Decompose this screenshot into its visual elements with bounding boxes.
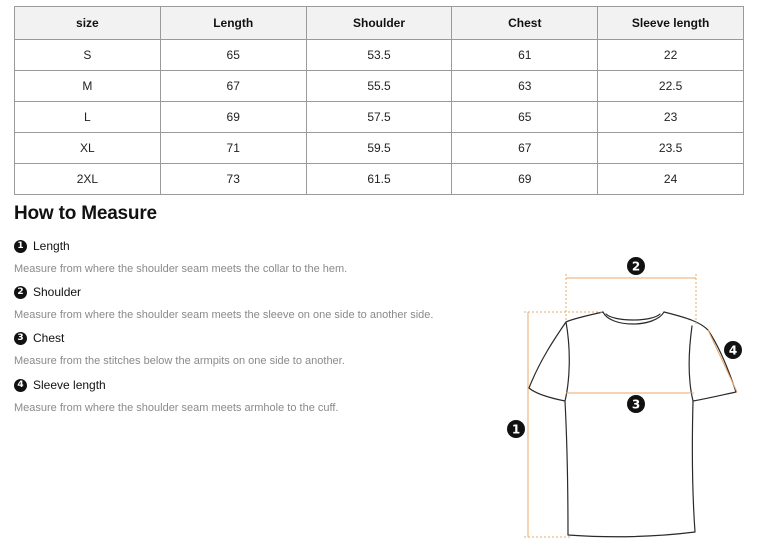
table-cell: 23: [598, 102, 744, 133]
marker-4-label: 4: [728, 343, 738, 358]
number-one-icon: 1: [14, 240, 27, 253]
marker-2-label: 2: [631, 259, 641, 274]
table-cell: S: [15, 40, 161, 71]
header-chest: Chest: [452, 7, 598, 40]
header-sleeve-length: Sleeve length: [598, 7, 744, 40]
marker-1-label: 1: [511, 422, 521, 437]
step-label-shoulder: Shoulder: [33, 285, 82, 299]
tshirt-outline-icon: [529, 312, 736, 537]
table-cell: 69: [452, 164, 598, 195]
table-cell: 73: [160, 164, 306, 195]
how-to-measure-title: How to Measure: [14, 203, 157, 224]
marker-3: [627, 395, 645, 413]
table-cell: 53.5: [306, 40, 452, 71]
marker-1: [507, 420, 525, 438]
header-size: size: [15, 7, 161, 40]
table-cell: 24: [598, 164, 744, 195]
table-cell: 71: [160, 133, 306, 164]
number-four-icon: 4: [14, 379, 27, 392]
table-cell: 22: [598, 40, 744, 71]
step-description-chest: Measure from the stitches below the armpits on one side to another.: [14, 355, 345, 367]
number-two-icon: 2: [14, 286, 27, 299]
step-description-length: Measure from where the shoulder seam meets the collar to the hem.: [14, 263, 348, 275]
table-cell: 63: [452, 71, 598, 102]
step-description-sleeve-length: Measure from where the shoulder seam meets armhole to the cuff.: [14, 402, 339, 414]
step-label-length: Length: [33, 239, 70, 253]
header-shoulder: Shoulder: [306, 7, 452, 40]
step-label-sleeve-length: Sleeve length: [33, 378, 106, 392]
header-length: Length: [160, 7, 306, 40]
table-cell: M: [15, 71, 161, 102]
table-cell: L: [15, 102, 161, 133]
marker-2: [627, 257, 645, 275]
step-description-shoulder: Measure from where the shoulder seam meets the sleeve on one side to another side.: [14, 309, 434, 321]
step-label-chest: Chest: [33, 331, 65, 345]
table-cell: 65: [160, 40, 306, 71]
table-cell: 61.5: [306, 164, 452, 195]
table-cell: XL: [15, 133, 161, 164]
table-cell: 55.5: [306, 71, 452, 102]
marker-4: [724, 341, 742, 359]
table-cell: 67: [160, 71, 306, 102]
table-cell: 65: [452, 102, 598, 133]
table-cell: 2XL: [15, 164, 161, 195]
number-three-icon: 3: [14, 332, 27, 345]
table-cell: 23.5: [598, 133, 744, 164]
table-cell: 57.5: [306, 102, 452, 133]
table-cell: 59.5: [306, 133, 452, 164]
marker-3-label: 3: [631, 397, 641, 412]
table-cell: 22.5: [598, 71, 744, 102]
table-cell: 61: [452, 40, 598, 71]
table-cell: 67: [452, 133, 598, 164]
table-cell: 69: [160, 102, 306, 133]
